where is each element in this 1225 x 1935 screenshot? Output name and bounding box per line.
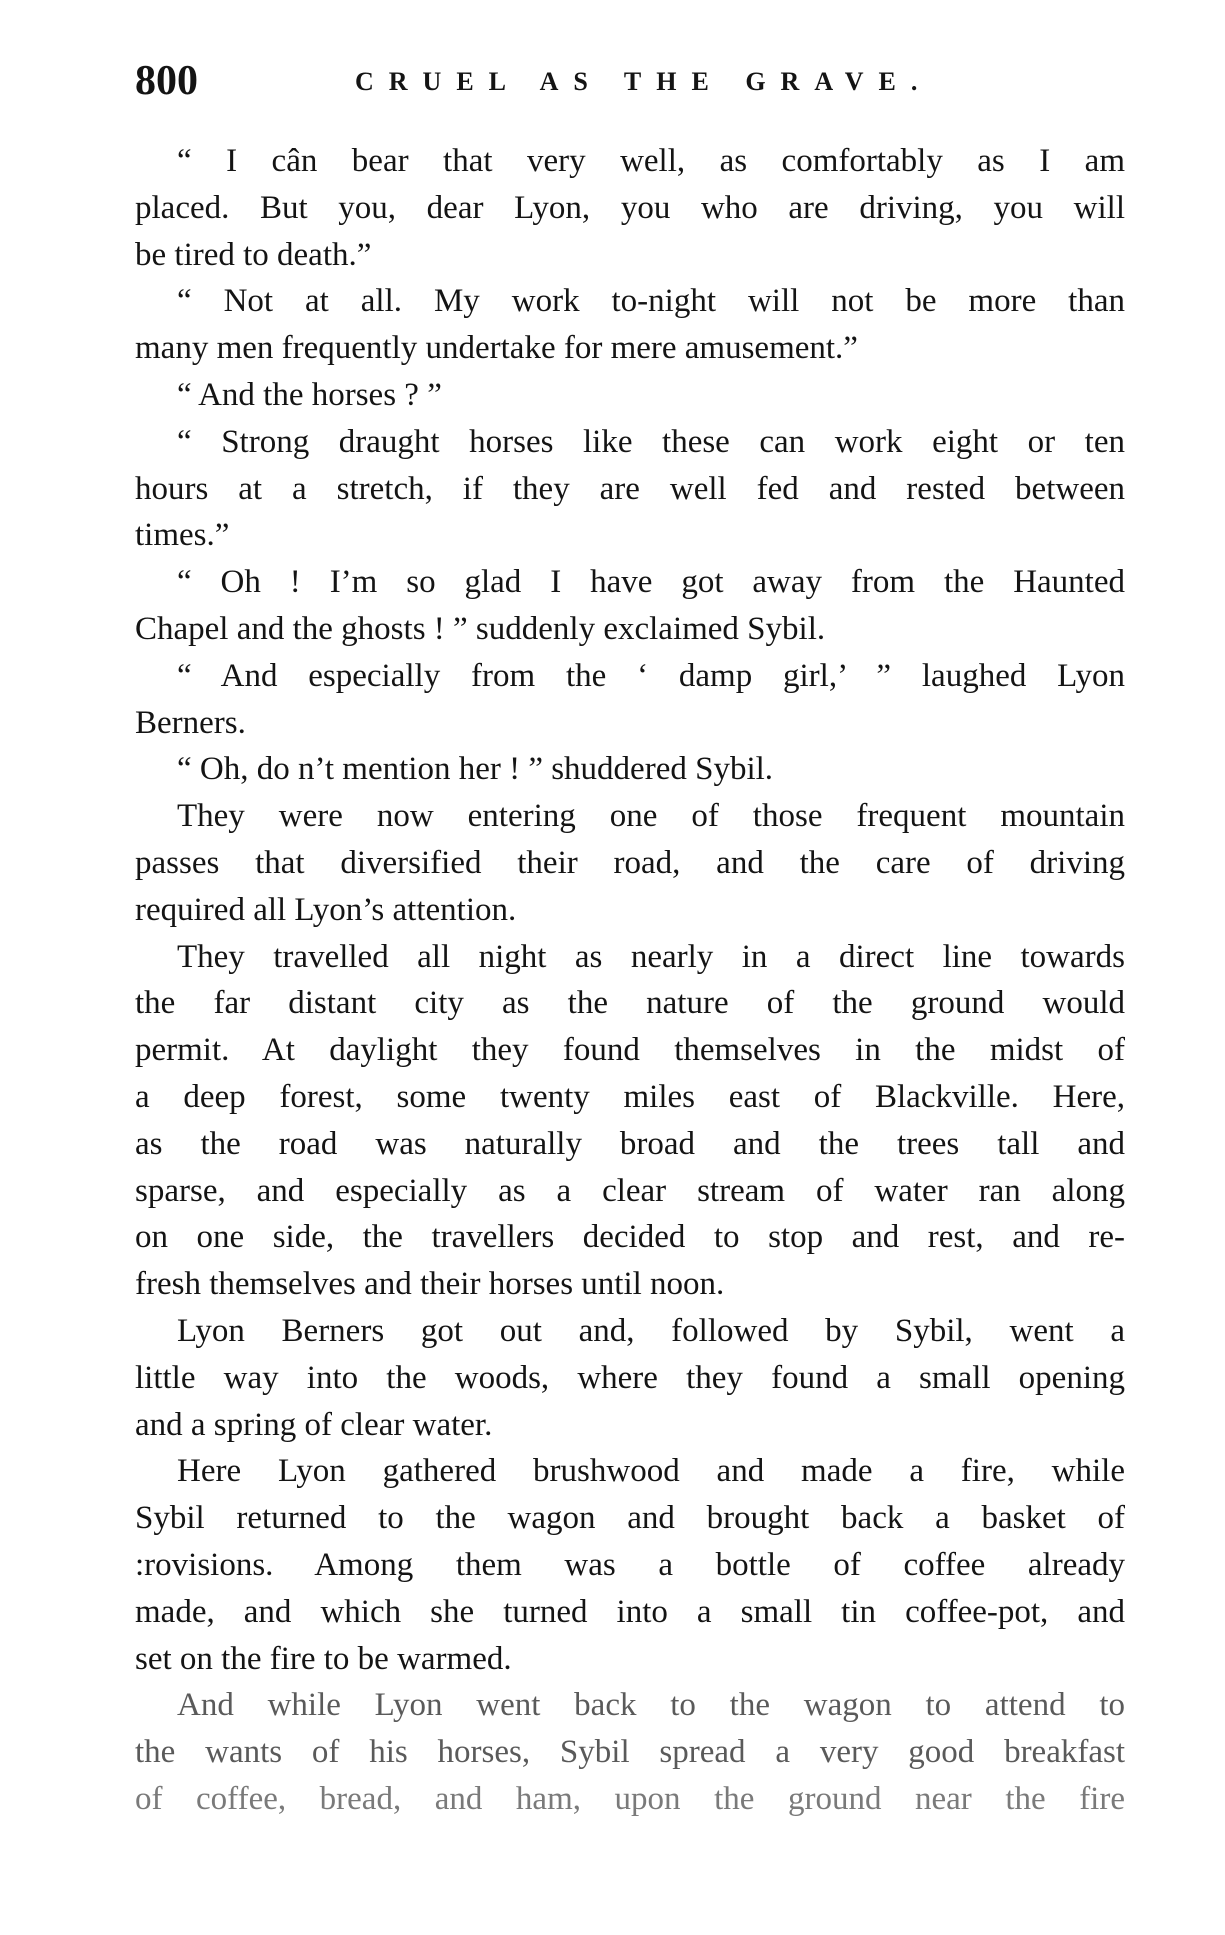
text-line: times.” (135, 517, 230, 554)
text-line: on one side, the travellers decided to stop and rest, and re- (135, 1219, 1125, 1256)
text-line: “ Oh ! I’m so glad I have got away from the Haunted (177, 564, 1125, 601)
text-line: “ Not at all. My work to-night will not be more than (177, 283, 1125, 320)
text-line: “ And especially from the ‘ damp girl,’ ” laughed Lyon (177, 657, 1125, 694)
text-line: Sybil returned to the wagon and brought back a basket of (135, 1500, 1125, 1537)
text-line: placed. But you, dear Lyon, you who are driving, you will (135, 189, 1125, 226)
text-line: be tired to death.” (135, 236, 372, 273)
running-title: CRUEL AS THE GRAVE. (355, 67, 933, 96)
text-line: Berners. (135, 704, 246, 741)
text-line: :rovisions. Among them was a bottle of coffee already (135, 1546, 1125, 1583)
text-line: “ And the horses ? ” (177, 376, 442, 413)
text-line: sparse, and especially as a clear stream of water ran along (135, 1172, 1125, 1209)
text-line: Lyon Berners got out and, followed by Sybil, went a (177, 1312, 1125, 1349)
text-line: They were now entering one of those frequent mountain (177, 798, 1125, 835)
text-line: the wants of his horses, Sybil spread a very good breakfast (135, 1734, 1125, 1771)
text-line: “ Strong draught horses like these can work eight or ten (177, 423, 1125, 460)
text-line: the far distant city as the nature of the ground would (135, 985, 1125, 1022)
text-line: Here Lyon gathered brushwood and made a fire, while (177, 1453, 1125, 1490)
text-line: made, and which she turned into a small tin coffee-pot, and (135, 1593, 1125, 1630)
text-line: “ I cân bear that very well, as comfortably as I am (177, 143, 1125, 179)
text-line: hours at a stretch, if they are well fed and rested between (135, 470, 1125, 507)
text-line: of coffee, bread, and ham, upon the ground near the fire (135, 1780, 1125, 1817)
text-line: required all Lyon’s attention. (135, 891, 517, 928)
body-text (135, 138, 1125, 1823)
text-line: many men frequently undertake for mere amusement.” (135, 330, 858, 367)
text-line: They travelled all night as nearly in a direct line towards (177, 938, 1125, 975)
text-line: fresh themselves and their horses until noon. (135, 1266, 725, 1303)
text-line: little way into the woods, where they found a small opening (135, 1359, 1125, 1396)
text-line: “ Oh, do n’t mention her ! ” shuddered Sybil. (177, 751, 774, 788)
text-line: Chapel and the ghosts ! ” suddenly exclaimed Sybil. (135, 610, 826, 647)
text-line: And while Lyon went back to the wagon to attend to (177, 1687, 1125, 1724)
text-line: passes that diversified their road, and the care of driving (135, 844, 1125, 881)
page-number: 800 (135, 58, 198, 104)
text-line: permit. At daylight they found themselves in the midst of (135, 1032, 1125, 1069)
text-line: as the road was naturally broad and the trees tall and (135, 1125, 1125, 1162)
page-header (135, 56, 1125, 106)
text-line: and a spring of clear water. (135, 1406, 493, 1443)
text-line: set on the fire to be warmed. (135, 1640, 512, 1677)
text-line: a deep forest, some twenty miles east of Blackville. Here, (135, 1078, 1125, 1115)
